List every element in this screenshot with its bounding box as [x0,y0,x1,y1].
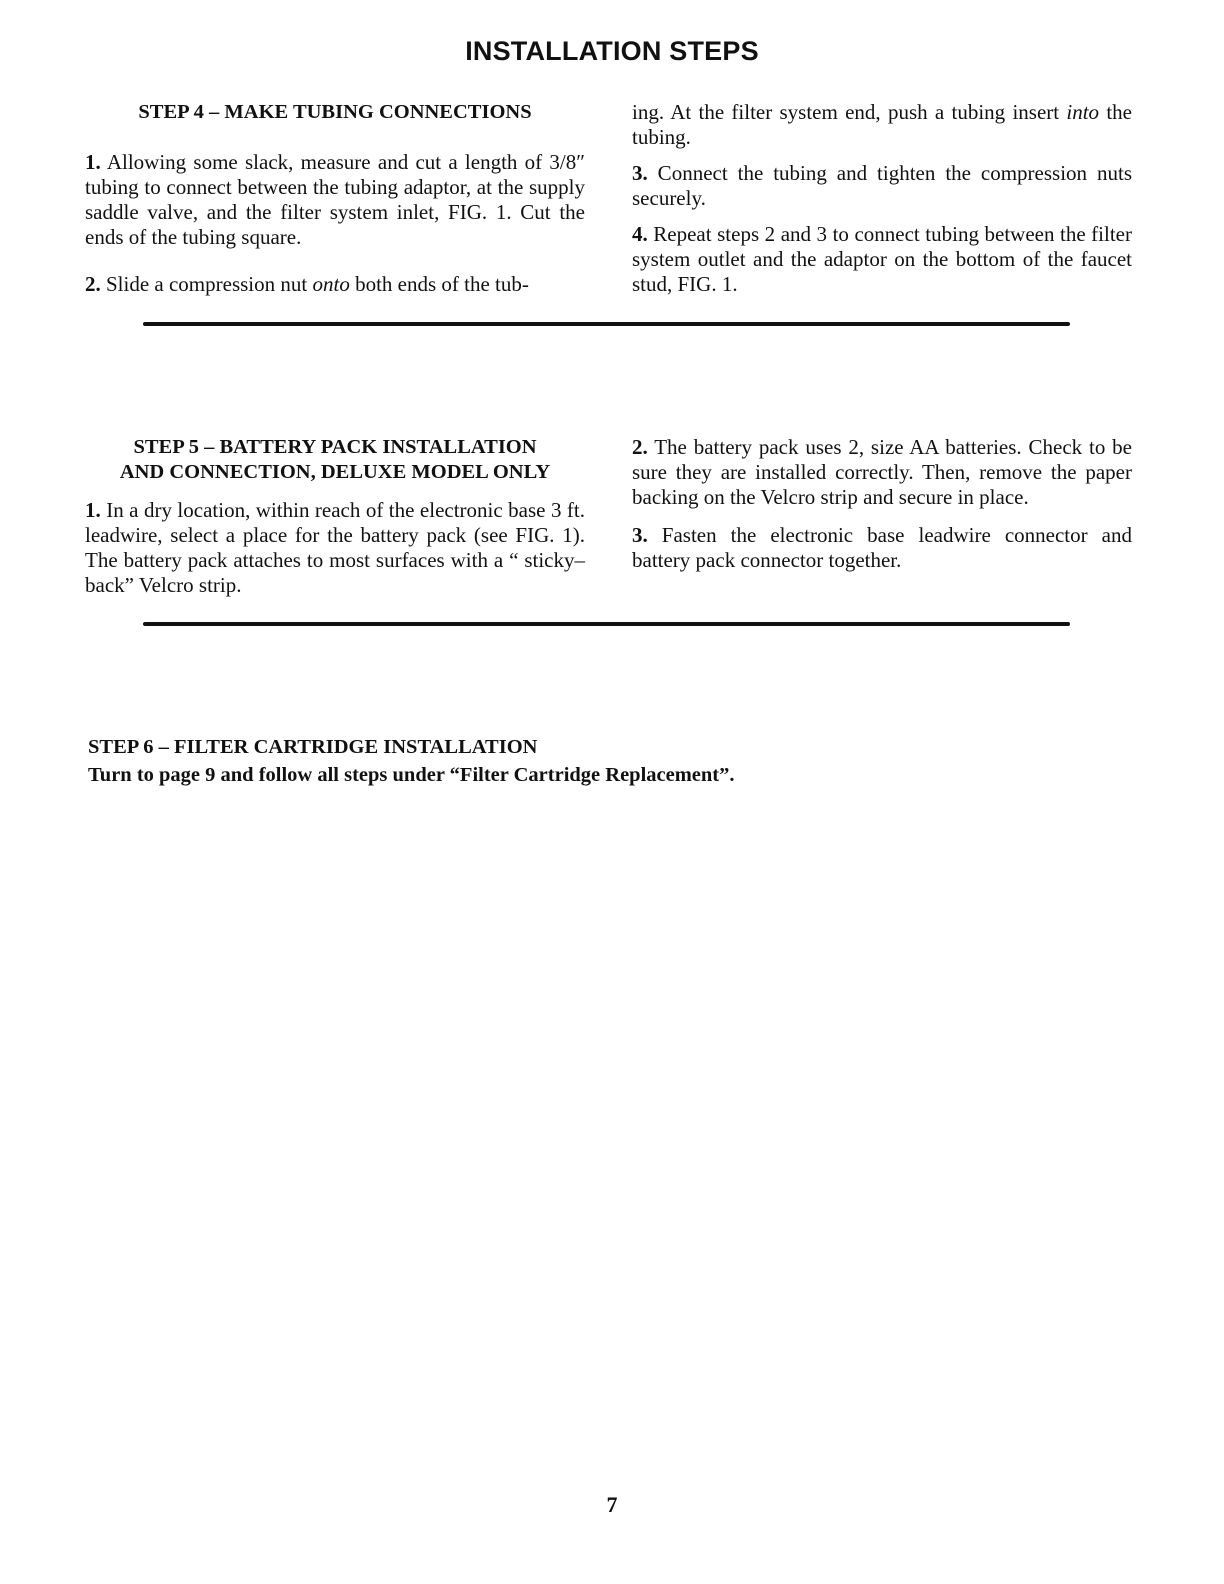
step5-item2-text: The battery pack uses 2, size AA batteries. Check to be sure they are installed correctly. Then, remove the paper backing on the Velcro strip and secure in place. [632,435,1132,509]
step4-item2-cont-text: ing. At the filter system end, push a tubing insert [632,100,1067,124]
step5-item1-number: 1. [85,498,101,522]
step5-right-column [632,435,1132,573]
step4-item2-cont-text-end: the tubing. [632,100,1132,149]
step4-item2-number: 2. [85,272,101,296]
step4-item4-number: 4. [632,222,648,246]
step5-item3-text: Fasten the electronic base leadwire connector and battery pack connector together. [632,523,1132,572]
step4-item4 [632,222,1132,297]
step4-right-column [632,100,1132,297]
step4-item3-number: 3. [632,161,648,185]
step4-item2-text: Slide a compression nut [100,272,313,296]
section-divider-1 [143,322,1070,326]
step5-item3 [632,523,1132,573]
step4-item1-number: 1. [85,150,101,174]
step6-section [88,735,1088,788]
step4-item3-text: Connect the tubing and tighten the compression nuts securely. [632,161,1132,210]
page-number: 7 [606,1492,618,1517]
step5-item1-text: In a dry location, within reach of the electronic base 3 ft. leadwire, select a place for the battery pack (see FIG. 1). The battery pack attaches to most surfaces with a “ sticky–back” Velcro strip. [85,498,585,597]
page-title: INSTALLATION STEPS [465,36,759,66]
step4-item4-text: Repeat steps 2 and 3 to connect tubing between the filter system outlet and the adaptor on the bottom of the faucet stud, FIG. 1. [632,222,1132,296]
step5-heading-line1: STEP 5 – BATTERY PACK INSTALLATION [133,436,537,458]
step6-heading: STEP 6 – FILTER CARTRIDGE INSTALLATION [88,736,538,758]
step4-item1-text: Allowing some slack, measure and cut a length of 3/8″ tubing to connect between the tubing adaptor, at the supply saddle valve, and the filter system inlet, FIG. 1. Cut the ends of the tubing square. [85,150,585,249]
step5-item3-number: 3. [632,523,648,547]
step4-left-column [85,100,585,297]
step4-item1 [85,150,585,250]
step5-item2-number: 2. [632,435,648,459]
step5-heading-line2: AND CONNECTION, DELUXE MODEL ONLY [119,461,551,483]
step4-item2 [85,272,585,297]
step5-item2 [632,435,1132,510]
step4-item2-emphasis: onto [312,272,350,296]
step4-item2-cont-emphasis: into [1066,100,1100,124]
step5-left-column [85,435,585,598]
section-divider-2 [143,622,1070,626]
step4-heading: STEP 4 – MAKE TUBING CONNECTIONS [138,101,532,123]
step6-instruction: Turn to page 9 and follow all steps under “Filter Cartridge Replacement”. [88,764,735,786]
step5-item1 [85,498,585,598]
step4-item2-text-end: both ends of the tub- [349,272,529,296]
step4-item3 [632,161,1132,211]
step4-item2-continuation [632,100,1132,150]
